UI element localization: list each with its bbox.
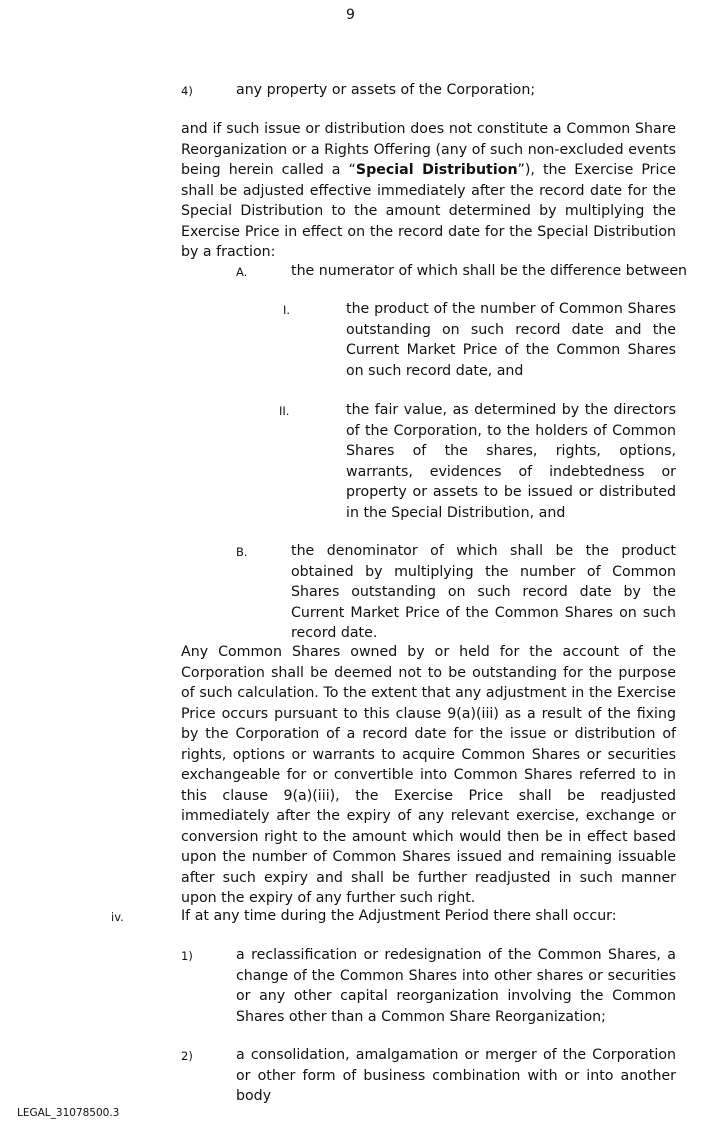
item-a-text: the numerator of which shall be the difference between bbox=[291, 263, 688, 279]
item-4-text: any property or assets of the Corporation; bbox=[236, 82, 536, 98]
special-distribution-paragraph bbox=[181, 119, 676, 263]
item-iv-text: If at any time during the Adjustment Period there shall occur: bbox=[181, 908, 617, 924]
list-marker-2: 2) bbox=[181, 1049, 193, 1063]
list-marker-4: 4) bbox=[181, 84, 193, 98]
item-ii-text: the fair value, as determined by the directors of the Corporation, to the holders of Common Shares of the shares, rights, options, warrants, evidences of indebtedness or property or assets to be issued or distributed in the Special Distribution, and bbox=[346, 402, 676, 521]
item-i-text: the product of the number of Common Shares outstanding on such record date and the Current Market Price of the Common Shares on such record date, and bbox=[346, 301, 676, 379]
outstanding-shares-paragraph: Any Common Shares owned by or held for the account of the Corporation shall be deemed not to be outstanding for the purpose of such calculation. To the extent that any adjustment in the Exercise Price occurs pursuant to this clause 9(a)(iii) as a result of the fixing by the Corporation of a record date for the issue or distribution of rights, options or warrants to acquire Common Shares or securities exchangeable for or convertible into Common Shares referred to in this clause 9(a)(iii), the Exercise Price shall be readjusted immediately after the expiry of any relevant exercise, exchange or conversion right to the amount which would then be in effect based upon the number of Common Shares issued and remaining issuable after such expiry and shall be further readjusted in such manner upon the expiry of any further such right. bbox=[181, 644, 676, 906]
list-marker-1: 1) bbox=[181, 949, 193, 963]
list-marker-ii: II. bbox=[279, 404, 290, 418]
special-distribution-text-after: ”), the Exercise Price shall be adjusted effective immediately after the record date for the Special Distribution to the amount determined by multiplying the Exercise Price in effect on the record date for the Special Distribution by a fraction: bbox=[181, 162, 676, 260]
special-distribution-term: Special Distribution bbox=[355, 162, 518, 178]
list-marker-iv: iv. bbox=[111, 910, 124, 924]
item-2-text: a consolidation, amalgamation or merger of the Corporation or other form of business combination with or into another body bbox=[236, 1047, 676, 1104]
page-number: 9 bbox=[346, 7, 355, 23]
special-distribution-text-before: and if such issue or distribution does not constitute a Common Share Reorganization or a Rights Offering (any of such non-excluded events being herein called a “ bbox=[181, 121, 676, 178]
list-marker-b: B. bbox=[236, 545, 248, 559]
item-b-text: the denominator of which shall be the product obtained by multiplying the number of Common Shares outstanding on such record date by the Current Market Price of the Common Shares on such record date. bbox=[291, 543, 676, 641]
document-id-footer: LEGAL_31078500.3 bbox=[17, 1107, 120, 1119]
list-marker-a: A. bbox=[236, 265, 248, 279]
list-marker-i: I. bbox=[283, 303, 291, 317]
item-1-text: a reclassification or redesignation of the Common Shares, a change of the Common Shares into other shares or securities or any other capital reorganization involving the Common Shares other than a Common Share Reorganization; bbox=[236, 947, 676, 1025]
